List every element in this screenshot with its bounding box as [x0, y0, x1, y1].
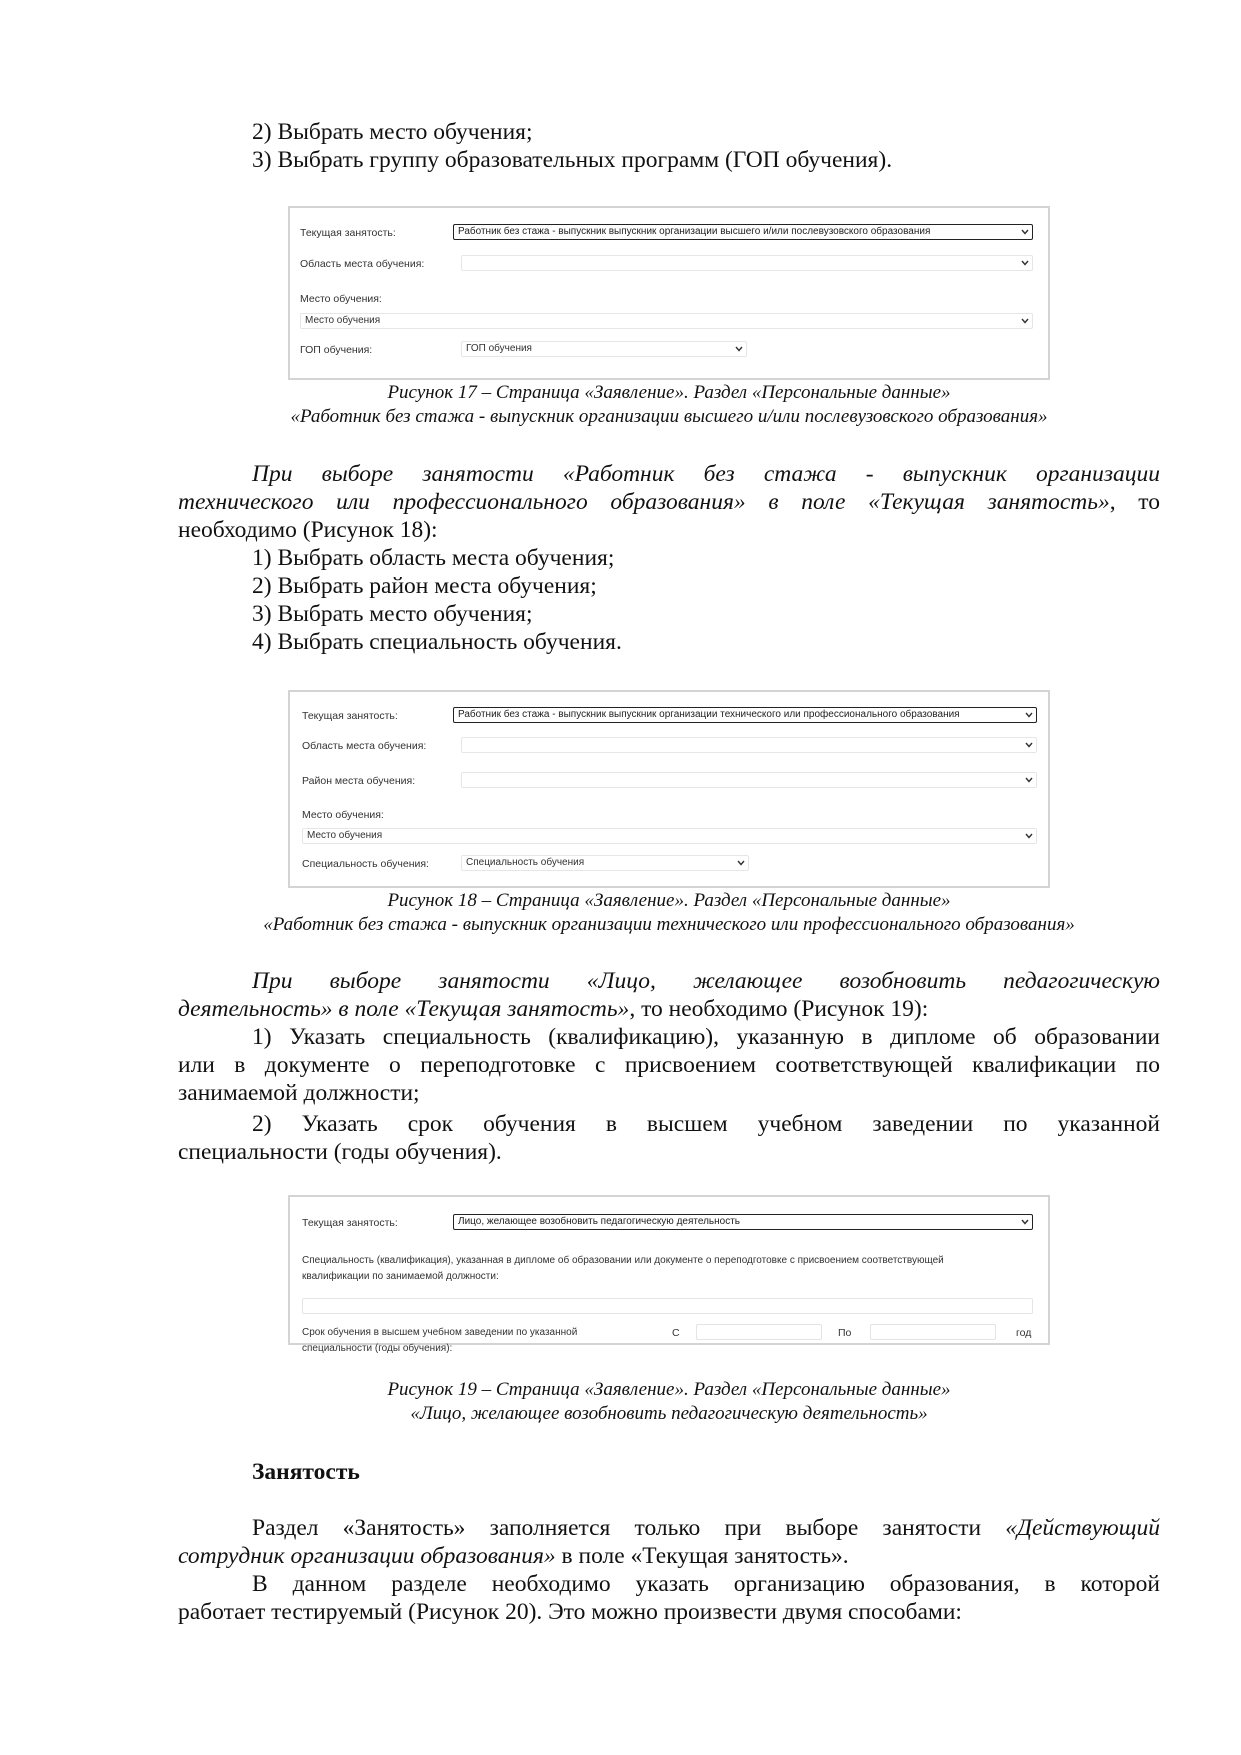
place-select[interactable]	[300, 313, 1033, 329]
figure-caption: «Работник без стажа - выпускник организации высшего и/или послевузовского образования»	[290, 406, 1048, 427]
paragraph-line: необходимо (Рисунок 18):	[178, 517, 438, 543]
chevron-down-icon	[1020, 256, 1030, 270]
gop-label: ГОП обучения:	[300, 344, 373, 356]
employment-select[interactable]	[453, 707, 1037, 723]
year-label: год	[1016, 1327, 1032, 1339]
paragraph-line: 1) Указать специальность (квалификацию), указанную в дипломе об образовании	[252, 1024, 1160, 1050]
employment-select-value: Работник без стажа - выпускник выпускник организации высшего и/или послевузовского образования	[458, 226, 931, 237]
specialty-input[interactable]	[302, 1298, 1033, 1314]
specialty-label: Специальность обучения:	[302, 858, 429, 870]
specialty-select-value: Специальность обучения	[466, 857, 585, 868]
chevron-down-icon	[736, 856, 746, 870]
region-label: Область места обучения:	[302, 740, 427, 752]
chevron-down-icon	[1024, 829, 1034, 843]
chevron-down-icon	[1020, 1215, 1030, 1229]
figure-17-screenshot	[288, 206, 1050, 380]
paragraph-line	[178, 1514, 1160, 1542]
year-to-input[interactable]	[870, 1324, 996, 1340]
place-select[interactable]	[302, 828, 1037, 844]
term-label: Срок обучения в высшем учебном заведении по указанной	[302, 1327, 578, 1338]
employment-select[interactable]	[453, 1214, 1033, 1230]
gop-select-value: ГОП обучения	[466, 343, 532, 354]
district-select[interactable]	[461, 772, 1037, 788]
specialty-select[interactable]	[461, 855, 749, 871]
district-label: Район места обучения:	[302, 775, 416, 787]
from-label: С	[672, 1327, 680, 1339]
specialty-label: квалификации по занимаемой должности:	[302, 1271, 499, 1282]
paragraph-line: 2) Указать срок обучения в высшем учебном заведении по указанной	[252, 1111, 1160, 1137]
figure-caption: «Работник без стажа - выпускник организации технического или профессионального образования»	[263, 914, 1075, 935]
employment-select-value: Лицо, желающее возобновить педагогическую деятельность	[458, 1216, 741, 1227]
employment-label: Текущая занятость:	[300, 227, 396, 239]
list-item: 3) Выбрать группу образовательных программ (ГОП обучения).	[252, 147, 893, 173]
paragraph-italic: деятельность» в поле «Текущая занятость»	[178, 996, 630, 1022]
chevron-down-icon	[1020, 314, 1030, 328]
paragraph-italic: технического или профессионального образования» в поле «Текущая занятость»	[178, 489, 1110, 515]
list-item: 3) Выбрать место обучения;	[252, 601, 533, 627]
employment-label: Текущая занятость:	[302, 1217, 398, 1229]
paragraph-line: работает тестируемый (Рисунок 20). Это можно произвести двумя способами:	[178, 1599, 962, 1625]
paragraph-line: В данном разделе необходимо указать организацию образования, в которой	[252, 1571, 1160, 1597]
place-select-value: Место обучения	[307, 830, 383, 841]
employment-label: Текущая занятость:	[302, 710, 398, 722]
paragraph-italic: «Действующий	[1005, 1515, 1160, 1541]
chevron-down-icon	[1024, 708, 1034, 722]
figure-caption: Рисунок 17 – Страница «Заявление». Раздел «Персональные данные»	[387, 382, 951, 403]
paragraph-line	[178, 995, 928, 1023]
paragraph-line	[178, 1542, 849, 1570]
figure-18-screenshot	[288, 690, 1050, 888]
list-item: 1) Выбрать область места обучения;	[252, 545, 615, 571]
chevron-down-icon	[1024, 738, 1034, 752]
paragraph-line: При выборе занятости «Лицо, желающее возобновить педагогическую	[252, 968, 1160, 994]
region-select[interactable]	[461, 737, 1037, 753]
list-item: 2) Выбрать место обучения;	[252, 119, 533, 145]
region-label: Область места обучения:	[300, 258, 425, 270]
figure-caption: «Лицо, желающее возобновить педагогическую деятельность»	[410, 1403, 928, 1424]
term-label: специальности (годы обучения):	[302, 1343, 453, 1354]
list-item: 4) Выбрать специальность обучения.	[252, 629, 622, 655]
place-label: Место обучения:	[302, 809, 384, 821]
section-heading: Занятость	[252, 1459, 360, 1485]
chevron-down-icon	[1020, 225, 1030, 239]
specialty-label: Специальность (квалификация), указанная в дипломе об образовании или документе о переподготовке с присвоением соответствующей	[302, 1255, 944, 1266]
chevron-down-icon	[1024, 773, 1034, 787]
employment-select-value: Работник без стажа - выпускник выпускник организации технического или профессионального образования	[458, 709, 960, 720]
to-label: По	[838, 1327, 852, 1339]
paragraph-line: или в документе о переподготовке с присвоением соответствующей квалификации по	[178, 1052, 1160, 1078]
paragraph-text: , то необходимо (Рисунок 19):	[629, 996, 929, 1022]
paragraph-line: специальности (годы обучения).	[178, 1139, 502, 1165]
place-label: Место обучения:	[300, 293, 382, 305]
region-select[interactable]	[461, 255, 1033, 271]
paragraph-line	[178, 488, 1160, 516]
paragraph-text: в поле «Текущая занятость».	[555, 1543, 849, 1569]
list-item: 2) Выбрать район места обучения;	[252, 573, 597, 599]
chevron-down-icon	[734, 342, 744, 356]
figure-19-screenshot	[288, 1195, 1050, 1354]
place-select-value: Место обучения	[305, 315, 381, 326]
figure-caption: Рисунок 19 – Страница «Заявление». Раздел «Персональные данные»	[387, 1379, 951, 1400]
employment-select[interactable]	[453, 224, 1033, 240]
paragraph-line: занимаемой должности;	[178, 1080, 420, 1106]
paragraph-line: При выборе занятости «Работник без стажа - выпускник организации	[252, 461, 1160, 487]
gop-select[interactable]	[461, 341, 747, 357]
year-from-input[interactable]	[696, 1324, 822, 1340]
paragraph-text: , то	[1109, 489, 1160, 515]
paragraph-text: Раздел «Занятость» заполняется только при выборе занятости	[252, 1515, 982, 1541]
figure-caption: Рисунок 18 – Страница «Заявление». Раздел «Персональные данные»	[387, 890, 951, 911]
paragraph-italic: сотрудник организации образования»	[178, 1543, 556, 1569]
